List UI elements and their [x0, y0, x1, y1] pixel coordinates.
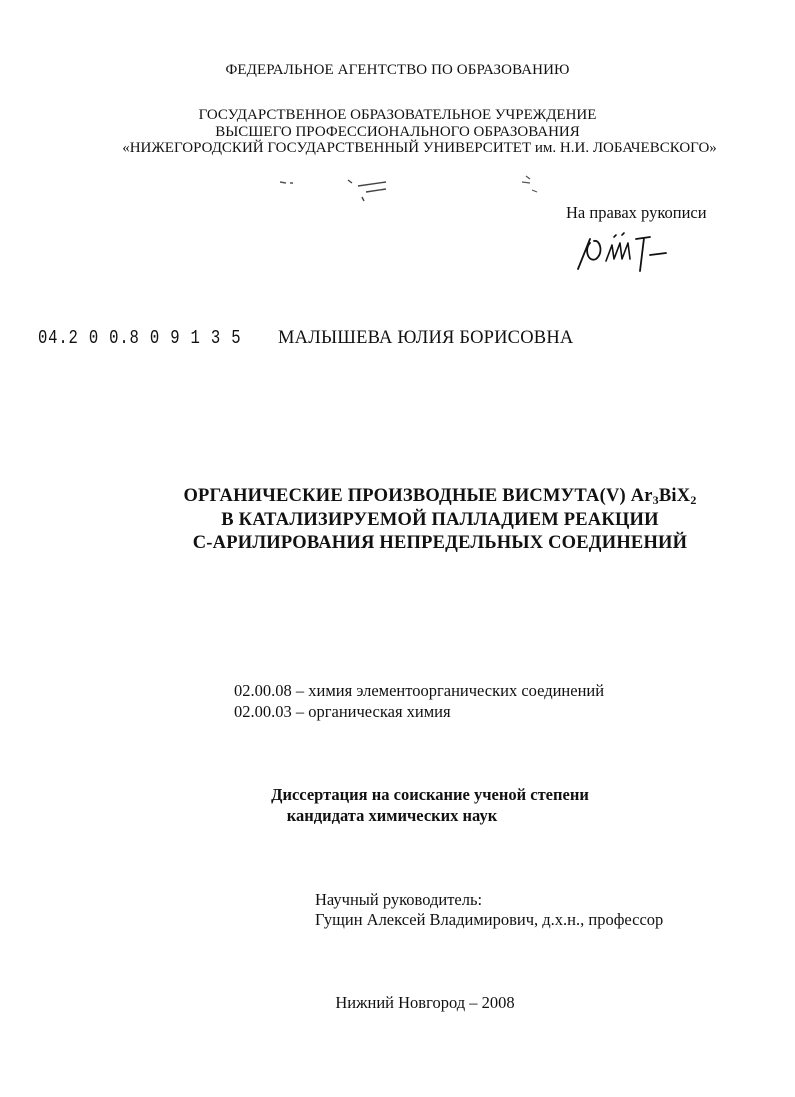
specialty-line: 02.00.03 – органическая химия: [234, 702, 451, 721]
title-line-1-prefix: ОРГАНИЧЕСКИЕ ПРОИЗВОДНЫЕ ВИСМУТА(V) Ar: [183, 486, 653, 506]
rights-note: На правах рукописи: [566, 203, 707, 222]
title-subscript-2: 2: [690, 493, 697, 507]
archive-code: 04.2 0 0.8 0 9 1 3 5: [38, 327, 242, 349]
supervisor-name: Гущин Алексей Владимирович, д.х.н., профессор: [315, 910, 664, 929]
title-line-1-mid: BiX: [658, 486, 691, 506]
title-line-1: [60, 486, 795, 508]
title-subscript-3: 3: [652, 493, 659, 507]
city-year: Нижний Новгород – 2008: [335, 993, 515, 1012]
title-line-3: С-АРИЛИРОВАНИЯ НЕПРЕДЕЛЬНЫХ СОЕДИНЕНИЙ: [192, 533, 688, 553]
institution-line-1: ГОСУДАРСТВЕННОЕ ОБРАЗОВАТЕЛЬНОЕ УЧРЕЖДЕНИЕ: [198, 107, 597, 123]
dissertation-line-1: Диссертация на соискание ученой степени: [271, 785, 589, 804]
author-name: МАЛЫШЕВА ЮЛИЯ БОРИСОВНА: [278, 328, 574, 348]
supervisor-label: Научный руководитель:: [315, 890, 483, 909]
handwritten-signature: [570, 225, 670, 275]
dissertation-line-2: кандидата химических наук: [286, 806, 498, 825]
institution-line-2: ВЫСШЕГО ПРОФЕССИОНАЛЬНОГО ОБРАЗОВАНИЯ: [215, 124, 580, 140]
title-line-2: В КАТАЛИЗИРУЕМОЙ ПАЛЛАДИЕМ РЕАКЦИИ: [221, 510, 659, 530]
institution-line-3: «НИЖЕГОРОДСКИЙ ГОСУДАРСТВЕННЫЙ УНИВЕРСИТЕТ им. Н.И. ЛОБАЧЕВСКОГО»: [122, 140, 717, 156]
scan-artifact-marks: [270, 170, 570, 220]
specialty-line: 02.00.08 – химия элементоорганических соединений: [234, 681, 605, 700]
agency-heading: ФЕДЕРАЛЬНОЕ АГЕНТСТВО ПО ОБРАЗОВАНИЮ: [225, 62, 570, 78]
